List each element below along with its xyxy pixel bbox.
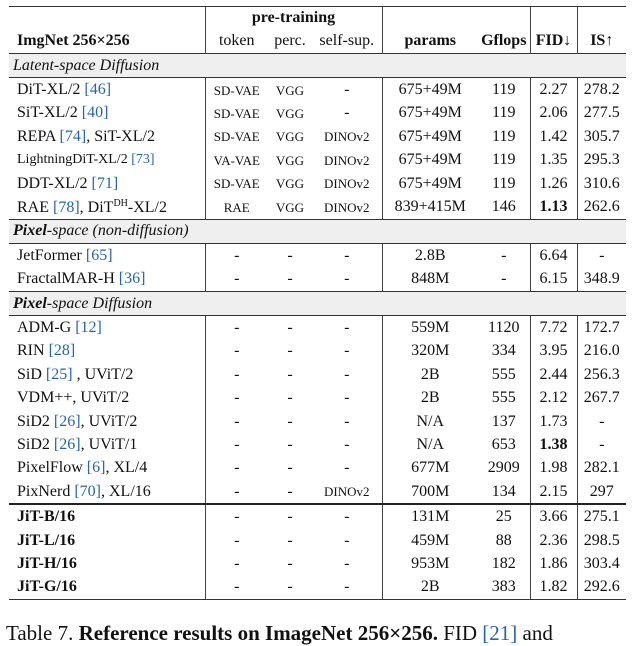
table-body bbox=[9, 7, 626, 600]
gflops-cell: - bbox=[501, 270, 507, 288]
selfsup-cell: - bbox=[344, 435, 350, 453]
fid-cell: 2.27 bbox=[530, 78, 577, 102]
method-name: DDT-XL/2 bbox=[17, 174, 92, 192]
is-cell: 295.3 bbox=[577, 149, 626, 172]
section-title-bold: Pixel bbox=[13, 222, 47, 240]
citation-link[interactable]: [46] bbox=[84, 81, 112, 99]
section-header-row bbox=[9, 219, 626, 243]
fid-cell: 6.15 bbox=[530, 268, 577, 292]
method-name: RAE bbox=[17, 198, 53, 216]
fid-cell: 2.15 bbox=[530, 480, 577, 504]
fid-cell: 2.12 bbox=[530, 386, 577, 409]
section-header-row bbox=[9, 54, 626, 78]
fid-cell: 1.38 bbox=[530, 433, 577, 456]
selfsup-cell: - bbox=[312, 316, 382, 340]
params-cell: 675+49M bbox=[382, 78, 478, 102]
header-row-2 bbox=[9, 29, 626, 54]
table-row bbox=[9, 529, 626, 552]
params-header: params bbox=[382, 29, 478, 54]
selfsup-cell: - bbox=[344, 389, 350, 407]
results-table bbox=[9, 6, 626, 600]
method-cell bbox=[9, 363, 205, 386]
method-name: FractalMAR-H bbox=[17, 270, 119, 288]
params-cell: 559M bbox=[382, 316, 478, 340]
table-row bbox=[9, 410, 626, 433]
is-cell: 278.2 bbox=[577, 78, 626, 102]
method-cell bbox=[9, 576, 205, 600]
perc-cell: - bbox=[287, 554, 293, 572]
selfsup-cell: DINOv2 bbox=[324, 129, 370, 145]
section-title bbox=[9, 291, 626, 315]
is-cell: 292.6 bbox=[577, 576, 626, 600]
gflops-cell: 137 bbox=[491, 412, 516, 430]
params-cell: 675+49M bbox=[382, 102, 478, 125]
table-row bbox=[9, 244, 626, 268]
perc-cell: - bbox=[268, 316, 312, 340]
method-cell bbox=[9, 529, 205, 552]
token-cell: - bbox=[205, 340, 268, 363]
method-name: JiT-H/16 bbox=[17, 554, 77, 572]
fid-cell: 1.82 bbox=[530, 576, 577, 600]
is-cell: 275.1 bbox=[577, 504, 626, 528]
method-cell bbox=[9, 149, 205, 172]
method-suffix: , UViT/2 bbox=[72, 365, 134, 383]
method-suffix: , SiT-XL/2 bbox=[86, 127, 155, 145]
token-cell: - bbox=[205, 268, 268, 292]
method-cell bbox=[9, 102, 205, 125]
gflops-cell: 555 bbox=[491, 389, 516, 407]
params-cell: 459M bbox=[382, 529, 478, 552]
token-cell: - bbox=[205, 386, 268, 409]
method-name: SiD bbox=[17, 365, 46, 383]
perc-cell: VGG bbox=[275, 176, 305, 192]
section-title-bold: Pixel bbox=[13, 294, 47, 312]
method-suffix: , UViT/2 bbox=[80, 412, 138, 430]
fid-cell: 1.13 bbox=[530, 195, 577, 219]
fid-cell: 6.64 bbox=[530, 244, 577, 268]
is-cell: 303.4 bbox=[577, 552, 626, 575]
method-name: RIN bbox=[17, 342, 49, 360]
gflops-cell: 182 bbox=[491, 554, 516, 572]
table-row bbox=[9, 457, 626, 480]
selfsup-cell: - bbox=[312, 504, 382, 528]
token-cell: - bbox=[205, 480, 268, 504]
method-name: JiT-G/16 bbox=[17, 578, 77, 596]
is-cell: 348.9 bbox=[577, 268, 626, 292]
section-title bbox=[9, 219, 626, 243]
citation-link[interactable]: [65] bbox=[85, 246, 113, 264]
table-row bbox=[9, 316, 626, 340]
selfsup-cell: - bbox=[344, 342, 350, 360]
perc-cell: VGG bbox=[275, 105, 305, 121]
method-suffix-2: -XL/2 bbox=[127, 198, 167, 216]
params-cell: 675+49M bbox=[382, 172, 478, 195]
method-name: PixNerd bbox=[17, 482, 75, 500]
params-cell: 320M bbox=[382, 340, 478, 363]
citation-link[interactable]: [70] bbox=[74, 482, 101, 500]
method-cell bbox=[9, 504, 205, 528]
is-cell: 310.6 bbox=[577, 172, 626, 195]
perc-cell: - bbox=[287, 412, 293, 430]
fid-header: FID↓ bbox=[530, 29, 577, 54]
is-cell: - bbox=[577, 410, 626, 433]
section-title-rest: -space Diffusion bbox=[46, 294, 153, 312]
is-cell: 277.5 bbox=[577, 102, 626, 125]
method-name: JiT-B/16 bbox=[17, 508, 76, 526]
gflops-cell: 1120 bbox=[478, 316, 530, 340]
perc-cell: - bbox=[287, 459, 293, 477]
citation-link[interactable]: [25] bbox=[45, 365, 73, 383]
table-row bbox=[9, 480, 626, 504]
selfsup-cell: - bbox=[312, 78, 382, 102]
fid-cell: 1.98 bbox=[530, 457, 577, 480]
gflops-cell: 555 bbox=[491, 365, 516, 383]
fid-cell: 1.86 bbox=[530, 552, 577, 575]
selfsup-cell: - bbox=[344, 365, 350, 383]
method-cell bbox=[9, 480, 205, 504]
method-name: SiT-XL/2 bbox=[17, 104, 82, 122]
is-cell: 256.3 bbox=[577, 363, 626, 386]
fid-cell: 1.26 bbox=[530, 172, 577, 195]
method-cell bbox=[9, 457, 205, 480]
params-cell: 675+49M bbox=[382, 125, 478, 148]
params-cell: N/A bbox=[382, 410, 478, 433]
is-cell: 267.7 bbox=[577, 386, 626, 409]
selfsup-header: self-sup. bbox=[319, 32, 375, 49]
method-name: ADM-G bbox=[17, 318, 76, 336]
is-header: IS↑ bbox=[577, 29, 626, 54]
perc-cell: - bbox=[287, 365, 293, 383]
method-cell bbox=[9, 268, 205, 292]
perc-cell: - bbox=[268, 244, 312, 268]
params-cell: 131M bbox=[382, 504, 478, 528]
perc-cell: - bbox=[287, 435, 293, 453]
params-cell: 2.8B bbox=[382, 244, 478, 268]
table-caption bbox=[6, 621, 553, 646]
gflops-cell: 88 bbox=[495, 531, 512, 549]
method-suffix: , XL/4 bbox=[105, 459, 148, 477]
params-cell: 2B bbox=[382, 363, 478, 386]
table-row bbox=[9, 576, 626, 600]
token-cell: - bbox=[205, 529, 268, 552]
params-cell: 675+49M bbox=[382, 149, 478, 172]
table-row bbox=[9, 195, 626, 219]
fid-cell: 3.66 bbox=[530, 504, 577, 528]
method-cell bbox=[9, 386, 205, 409]
gflops-cell: 25 bbox=[478, 504, 530, 528]
params-cell: 839+415M bbox=[382, 195, 478, 219]
table-row bbox=[9, 172, 626, 195]
selfsup-cell: - bbox=[344, 459, 350, 477]
method-cell bbox=[9, 552, 205, 575]
is-cell: 216.0 bbox=[577, 340, 626, 363]
caption-title: Reference results on ImageNet 256×256. bbox=[78, 621, 438, 645]
params-cell: 677M bbox=[382, 457, 478, 480]
fid-cell: 3.95 bbox=[530, 340, 577, 363]
method-cell bbox=[9, 172, 205, 195]
section-title-rest: Latent-space Diffusion bbox=[13, 56, 160, 74]
table-row bbox=[9, 149, 626, 172]
header-row-1 bbox=[9, 7, 626, 30]
gflops-cell: 119 bbox=[478, 78, 530, 102]
fid-cell: 2.06 bbox=[530, 102, 577, 125]
gflops-cell: - bbox=[478, 244, 530, 268]
method-name: PixelFlow bbox=[17, 459, 87, 477]
gflops-cell: 119 bbox=[492, 174, 516, 192]
method-suffix: , DiT bbox=[79, 198, 114, 216]
citation-link[interactable]: [73] bbox=[131, 152, 155, 168]
perc-cell: VGG bbox=[275, 199, 305, 215]
citation-link[interactable]: [36] bbox=[118, 270, 146, 288]
table-row bbox=[9, 268, 626, 292]
pretraining-group-header: pre-training bbox=[205, 7, 382, 30]
method-cell bbox=[9, 410, 205, 433]
caption-text: FID bbox=[437, 621, 483, 645]
method-name: SiD2 bbox=[17, 435, 54, 453]
token-header: token bbox=[205, 29, 268, 54]
selfsup-cell: - bbox=[344, 412, 350, 430]
method-name: SiD2 bbox=[17, 412, 54, 430]
token-cell: - bbox=[205, 504, 268, 528]
selfsup-cell: - bbox=[344, 270, 350, 288]
params-cell: 848M bbox=[382, 268, 478, 292]
params-cell: 700M bbox=[382, 480, 478, 504]
gflops-cell: 134 bbox=[491, 482, 516, 500]
selfsup-cell: DINOv2 bbox=[324, 484, 370, 500]
perc-cell: - bbox=[287, 482, 293, 500]
dataset-header: ImgNet 256×256 bbox=[17, 32, 130, 49]
table-row bbox=[9, 363, 626, 386]
table-row bbox=[9, 125, 626, 148]
section-header-row bbox=[9, 291, 626, 315]
perc-cell: - bbox=[287, 389, 293, 407]
is-cell: 172.7 bbox=[577, 316, 626, 340]
token-cell: - bbox=[205, 363, 268, 386]
fid-cell: 2.36 bbox=[530, 529, 577, 552]
citation-link[interactable]: [40] bbox=[81, 104, 109, 122]
table-row bbox=[9, 552, 626, 575]
perc-cell: VGG bbox=[275, 152, 305, 168]
perc-cell: - bbox=[268, 504, 312, 528]
params-cell: 2B bbox=[382, 576, 478, 600]
token-cell: SD-VAE bbox=[205, 172, 268, 195]
table-row bbox=[9, 340, 626, 363]
table-row bbox=[9, 102, 626, 125]
method-name: JiT-L/16 bbox=[17, 531, 76, 549]
gflops-header: Gflops bbox=[481, 32, 527, 49]
section-title-rest: -space (non-diffusion) bbox=[46, 222, 189, 240]
method-cell bbox=[9, 125, 205, 148]
fid-cell: 7.72 bbox=[530, 316, 577, 340]
fid-cell: 1.73 bbox=[530, 410, 577, 433]
method-name: DiT-XL/2 bbox=[17, 81, 85, 99]
selfsup-cell: - bbox=[344, 531, 350, 549]
is-cell: - bbox=[577, 433, 626, 456]
section-title bbox=[9, 54, 626, 78]
token-cell: - bbox=[205, 244, 268, 268]
is-cell: 282.1 bbox=[577, 457, 626, 480]
perc-cell: - bbox=[268, 576, 312, 600]
caption-label: Table 7. bbox=[6, 621, 79, 645]
selfsup-cell: - bbox=[312, 576, 382, 600]
selfsup-cell: - bbox=[312, 244, 382, 268]
token-cell: SD-VAE bbox=[205, 125, 268, 148]
fid-cell: 2.44 bbox=[530, 363, 577, 386]
token-cell: - bbox=[205, 433, 268, 456]
gflops-cell: 119 bbox=[492, 151, 516, 169]
perc-cell: VGG bbox=[275, 129, 305, 145]
table-row bbox=[9, 78, 626, 102]
token-cell: VA-VAE bbox=[205, 149, 268, 172]
method-cell bbox=[9, 316, 205, 340]
gflops-cell: 334 bbox=[491, 342, 516, 360]
token-cell: RAE bbox=[205, 195, 268, 219]
is-cell: 305.7 bbox=[577, 125, 626, 148]
is-cell: 298.5 bbox=[577, 529, 626, 552]
fid-cell: 1.35 bbox=[530, 149, 577, 172]
method-cell bbox=[9, 244, 205, 268]
params-cell: N/A bbox=[382, 433, 478, 456]
citation-link[interactable]: [28] bbox=[48, 342, 76, 360]
method-name: REPA bbox=[17, 127, 60, 145]
method-suffix: , XL/16 bbox=[100, 482, 151, 500]
method-cell bbox=[9, 78, 205, 102]
citation-link[interactable]: [78] bbox=[53, 198, 80, 216]
citation-link[interactable]: [74] bbox=[59, 127, 87, 145]
is-cell: 262.6 bbox=[577, 195, 626, 219]
citation-link[interactable]: [12] bbox=[75, 318, 102, 336]
params-cell: 2B bbox=[382, 386, 478, 409]
method-name: LightningDiT-XL/2 bbox=[17, 152, 132, 168]
perc-cell: - bbox=[287, 270, 293, 288]
token-cell: SD-VAE bbox=[205, 78, 268, 102]
token-cell: - bbox=[205, 410, 268, 433]
table-row bbox=[9, 386, 626, 409]
perc-header: perc. bbox=[274, 32, 306, 49]
method-name: JetFormer bbox=[17, 246, 86, 264]
method-suffix: , UViT/1 bbox=[80, 435, 138, 453]
selfsup-cell: - bbox=[344, 104, 350, 122]
params-cell: 953M bbox=[382, 552, 478, 575]
method-cell bbox=[9, 195, 205, 219]
selfsup-cell: - bbox=[344, 554, 350, 572]
method-cell bbox=[9, 340, 205, 363]
method-cell bbox=[9, 433, 205, 456]
selfsup-cell: DINOv2 bbox=[324, 152, 370, 168]
perc-cell: - bbox=[287, 342, 293, 360]
gflops-cell: 146 bbox=[491, 198, 516, 216]
gflops-cell: 2909 bbox=[487, 459, 520, 477]
gflops-cell: 383 bbox=[478, 576, 530, 600]
token-cell: - bbox=[205, 576, 268, 600]
citation-link[interactable]: [71] bbox=[91, 174, 119, 192]
token-cell: SD-VAE bbox=[205, 102, 268, 125]
citation-link[interactable]: [26] bbox=[53, 435, 81, 453]
is-cell: 297 bbox=[577, 480, 626, 504]
token-cell: - bbox=[205, 457, 268, 480]
caption-ref[interactable]: [21] bbox=[482, 621, 518, 645]
selfsup-cell: DINOv2 bbox=[324, 176, 370, 192]
perc-cell: VGG bbox=[268, 78, 312, 102]
method-superscript: DH bbox=[113, 197, 128, 209]
table-row bbox=[9, 433, 626, 456]
is-cell: - bbox=[577, 244, 626, 268]
token-cell: - bbox=[205, 552, 268, 575]
perc-cell: - bbox=[287, 531, 293, 549]
table-row bbox=[9, 504, 626, 528]
citation-link[interactable]: [26] bbox=[53, 412, 81, 430]
fid-cell: 1.42 bbox=[530, 125, 577, 148]
gflops-cell: 119 bbox=[492, 127, 516, 145]
selfsup-cell: DINOv2 bbox=[324, 199, 370, 215]
citation-link[interactable]: [6] bbox=[86, 459, 106, 477]
method-name: VDM++, UViT/2 bbox=[17, 389, 130, 407]
gflops-cell: 119 bbox=[492, 104, 516, 122]
caption-text-end: and bbox=[517, 621, 553, 645]
gflops-cell: 653 bbox=[491, 435, 516, 453]
token-cell: - bbox=[205, 316, 268, 340]
